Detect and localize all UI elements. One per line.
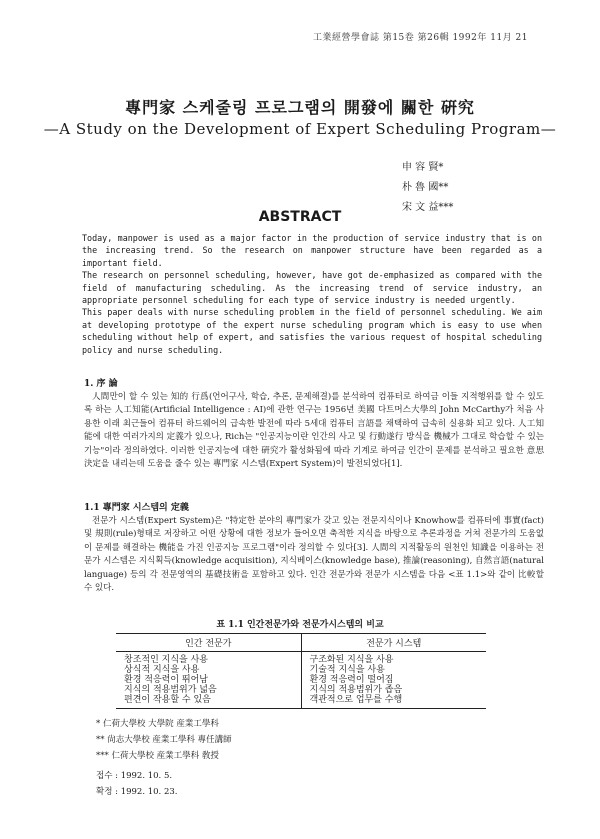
author-2: 朴 魯 國** [402,182,449,193]
table-cell: 상식적 지식을 사용 [124,665,200,675]
section-1-body [84,391,544,471]
affiliation-2: ** 尙志大學校 産業工學科 專任講師 [96,735,232,745]
paper-title-korean: 專門家 스케줄링 프로그램의 開發에 關한 硏究 [125,98,475,117]
table-cell: 환경 적응력이 뛰어남 [124,675,208,685]
table-cell: 지식의 적용범위가 좁음 [309,685,403,695]
section-1-1-body [84,515,544,595]
author-affiliations [96,716,232,764]
table-cell: 편견이 작용할 수 있음 [124,695,211,705]
submission-dates [96,768,177,800]
journal-header: 工業經營學會誌 第15卷 第26輯 1992年 11月 21 [312,33,528,43]
table-cell: 객관적으로 업무를 수행 [309,695,403,705]
author-1: 申 容 賢* [402,162,444,173]
table-header-human: 인간 전문가 [116,634,301,652]
abstract-body [82,232,542,356]
table-cell: 구조화된 지식을 사용 [309,655,394,665]
abstract-heading: ABSTRACT [258,209,342,225]
table-column-human [116,652,301,709]
table-column-system [301,652,486,709]
section-1-1-heading: 1.1 專門家 시스템의 定義 [84,503,189,513]
table-header-system: 전문가 시스템 [301,634,486,652]
author-3: 宋 文 益*** [402,202,454,213]
abstract-paragraph-1: Today, manpower is used as a major factor in the production of service industry that is on the increasing trend. So the research on manpower structure have been regarded as a important field. [82,233,542,268]
section-1-paragraph: 人間만이 할 수 있는 知的 行爲(언어구사, 학습, 추론, 문제해결)를 분석하여 컴퓨터로 하여금 이들 지적행위를 할 수 있도록 하는 人工知能(Artificial Intelligence : AI)에 관한 연구는 1956년 美國 다트머스大學의 John McCarthy가 처음 사용한 이래 최근들어 컴퓨터 하드웨어의 급속한 발전에 따라 5세대 컴퓨터 言語를 채택하여 급속히 실용화 되고 있다. 人工知能에 대한 여러가지의 定義가 있으나, Rich는 "인공지능이란 인간의 사고 및 行動遂行 방식을 機械가 그대로 학습할 수 있는 기능"이라 정의하였다. 이러한 인공지능에 대한 硏究가 활성화됨에 따라 기계로 하여금 인간이 문제를 분석하고 필요한 意思決定을 내리는데 도움을 줄수 있는 專門家 시스템(Expert System)이 발전되었다[1]. [84,392,544,470]
paper-title-english: —A Study on the Development of Expert Scheduling Program— [43,120,557,138]
comparison-table [116,633,486,709]
abstract-paragraph-3: This paper deals with nurse scheduling problem in the field of personnel scheduling. We aim at developing prototype of the expert nurse scheduling program which is easy to use when scheduling without help of expert, and satisfies the various request of hospital scheduling policy and nurse scheduling. [82,307,542,355]
received-date: 접수 : 1992. 10. 5. [96,771,173,781]
affiliation-3: *** 仁荷大學校 産業工學科 敎授 [96,751,219,761]
table-cell: 창조적인 지식을 사용 [124,655,208,665]
section-1-heading: 1. 序 論 [84,379,118,389]
abstract-paragraph-2: The research on personnel scheduling, however, have got de-emphasized as compared with the field of manufacturing scheduling. As the increasing trend of service industry, an appropriate personnel scheduling for each type of service industry is needed urgently. [82,270,542,306]
accepted-date: 확정 : 1992. 10. 23. [96,787,178,797]
table-cell: 지식의 적용범위가 넓음 [124,685,217,695]
table-cell: 환경 적응력이 떨어짐 [309,675,394,685]
affiliation-1: * 仁荷大學校 大學院 産業工學科 [96,719,219,729]
section-1-1-paragraph: 전문가 시스템(Expert System)은 "特定한 분야의 專門家가 갖고 있는 전문지식이나 Knowhow를 컴퓨터에 事實(fact) 및 規則(rule)형태로 저장하고 어떤 상황에 대한 정보가 들어오면 축적한 지식을 바탕으로 추론과정을 거쳐 전문가의 도움없이 문제를 해결하는 機能을 가진 인공지능 프로그램"이라 정의할 수 있다[3]. 人間의 지적활동의 원천인 知識을 이용하는 전문가 시스템은 지식획득(knowledge acquisition), 지식베이스(knowledge base), 推論(reasoning), 自然言語(natural language) 등의 각 전문영역의 基礎技術을 포함하고 있다. 인간 전문가와 전문가 시스템을 다음 <표 1.1>와 같이 比較할 수 있다. [84,516,545,594]
table-caption: 표 1.1 인간전문가와 전문가시스템의 비교 [216,620,384,630]
table-cell: 기술적 지식을 사용 [309,665,385,675]
